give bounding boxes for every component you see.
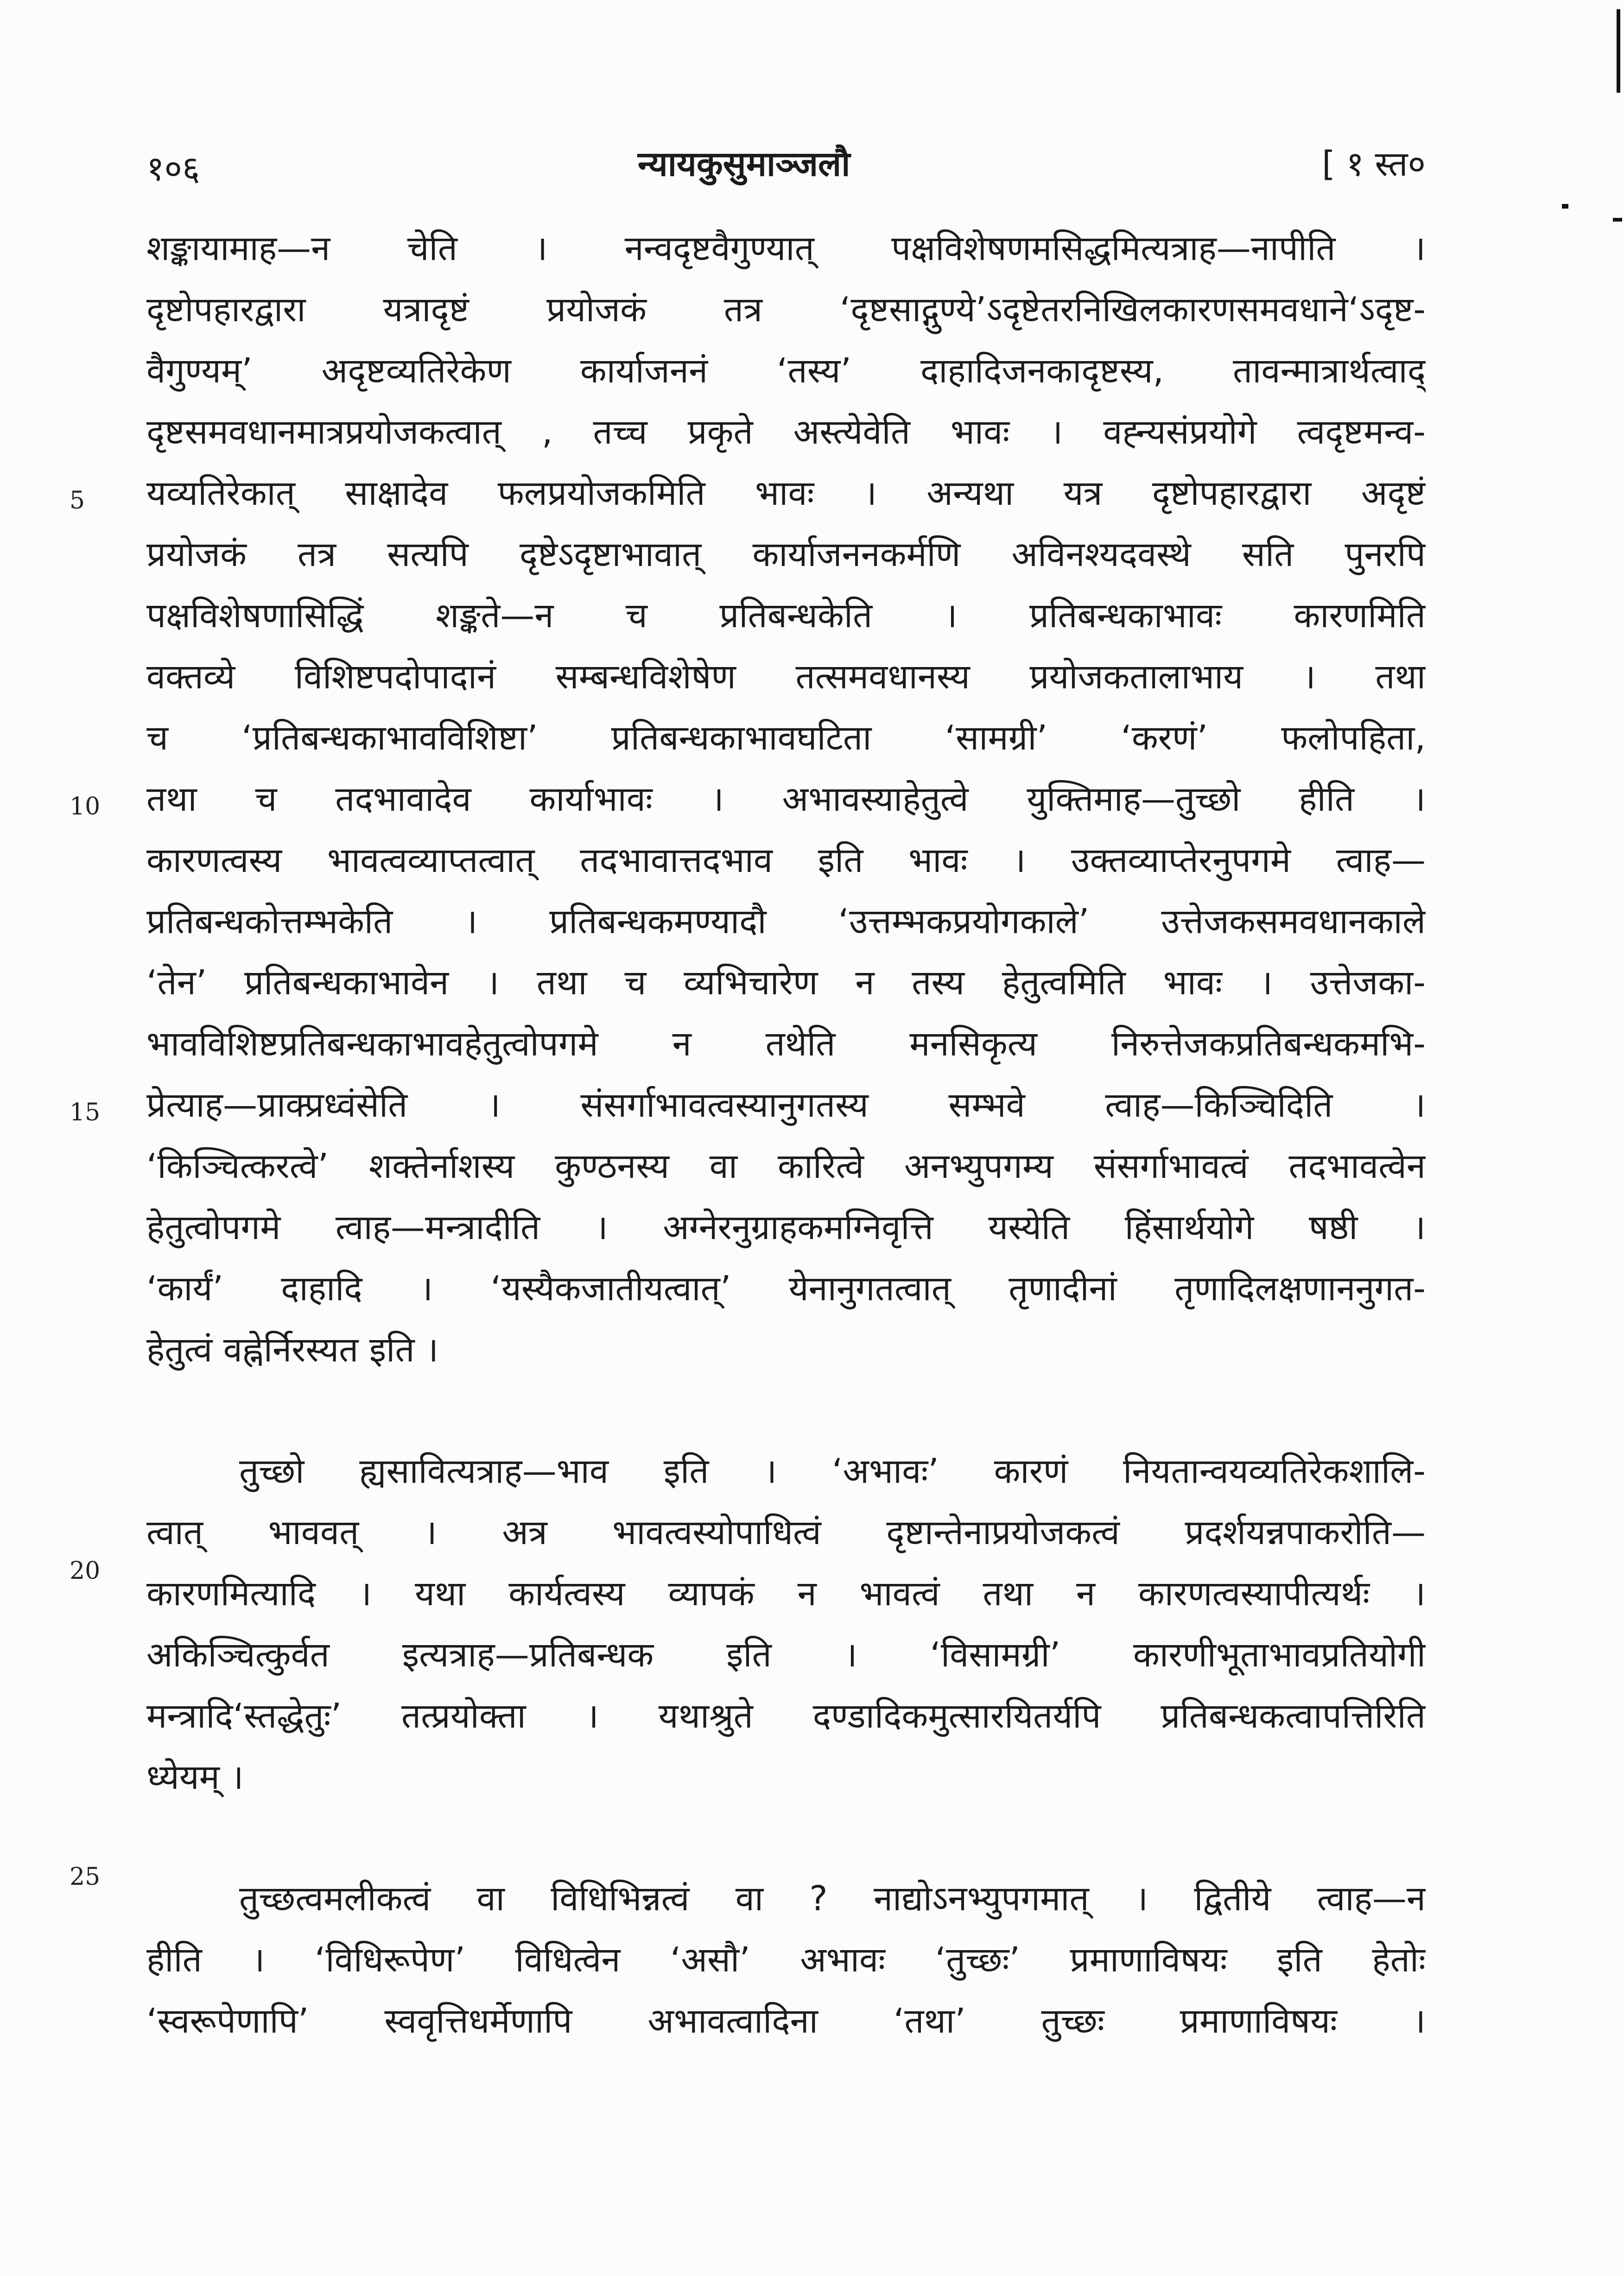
- text-line: त्वात् भाववत् । अत्र भावत्वस्योपाधित्वं दृष्टान्तेनाप्रयोजकत्वं प्रदर्शयन्नपाकरोति—: [146, 1513, 1426, 1552]
- line-number: 25: [70, 1863, 101, 1891]
- text-line: तथा च तदभावादेव कार्याभावः । अभावस्याहेतुत्वे युक्तिमाह—तुच्छो हीति ।: [146, 779, 1426, 819]
- text-line: हेतुत्वं वह्नेर्निरस्यत इति ।: [146, 1330, 439, 1370]
- line-number: 5: [70, 487, 85, 515]
- scan-mark: [1562, 204, 1568, 209]
- text-line: दृष्टोपहारद्वारा यत्रादृष्टं प्रयोजकं तत्र ‘दृष्टसाद्गुण्ये’ऽदृष्टेतरनिखिलकारणसमवधाने‘ऽदृष्ट-: [146, 290, 1426, 330]
- text-line: ‘स्वरूपेणापि’ स्ववृत्तिधर्मेणापि अभावत्वादिना ‘तथा’ तुच्छः प्रमाणाविषयः ।: [146, 2001, 1426, 2041]
- text-line: प्रतिबन्धकोत्तम्भकेति । प्रतिबन्धकमण्यादौ ‘उत्तम्भकप्रयोगकाले’ उत्तेजकसमवधानकाले: [146, 902, 1426, 941]
- text-line: ‘कार्यं’ दाहादि । ‘यस्यैकजातीयत्वात्’ येनानुगतत्वात् तृणादीनां तृणादिलक्षणाननुगत-: [146, 1269, 1426, 1309]
- text-line: पक्षविशेषणासिद्धिं शङ्कते—न च प्रतिबन्धकेति । प्रतिबन्धकाभावः कारणमिति: [146, 596, 1426, 636]
- paragraph: [146, 1441, 1426, 1808]
- text-line: ‘तेन’ प्रतिबन्धकाभावेन । तथा च व्यभिचारेण न तस्य हेतुत्वमिति भावः । उत्तेजका-: [146, 963, 1426, 1003]
- line-number: 15: [70, 1099, 101, 1126]
- page-number: १०६: [146, 149, 200, 189]
- text-line: वैगुण्यम्’ अदृष्टव्यतिरेकेण कार्याजननं ‘तस्य’ दाहादिजनकादृष्टस्य, तावन्मात्रार्थत्वाद्: [146, 351, 1426, 391]
- text-line: शङ्कायामाह—न चेति । नन्वदृष्टवैगुण्यात् पक्षविशेषणमसिद्धमित्यत्राह—नापीति ।: [146, 229, 1426, 268]
- text-line: तुच्छो ह्यसावित्यत्राह—भाव इति । ‘अभावः’ कारणं नियतान्वयव्यतिरेकशालि-: [239, 1451, 1426, 1491]
- text-line: यव्यतिरेकात् साक्षादेव फलप्रयोजकमिति भावः । अन्यथा यत्र दृष्टोपहारद्वारा अदृष्टं: [146, 473, 1426, 513]
- text-line: प्रेत्याह—प्राक्प्रध्वंसेति । संसर्गाभावत्वस्यानुगतस्य सम्भवे त्वाह—किञ्चिदिति ।: [146, 1085, 1426, 1125]
- text-line: ध्येयम् ।: [146, 1757, 244, 1797]
- text-line: भावविशिष्टप्रतिबन्धकाभावहेतुत्वोपगमे न तथेति मनसिकृत्य निरुत्तेजकप्रतिबन्धकमभि-: [146, 1024, 1426, 1064]
- text-line: अकिञ्चित्कुर्वत इत्यत्राह—प्रतिबन्धक इति । ‘विसामग्री’ कारणीभूताभावप्रतियोगी: [146, 1635, 1426, 1675]
- running-title: न्यायकुसुमाञ्जलौ: [638, 144, 850, 184]
- commentary-body: [146, 218, 1426, 2052]
- scan-mark: [1613, 218, 1622, 222]
- text-line: कारणमित्यादि । यथा कार्यत्वस्य व्यापकं न भावत्वं तथा न कारणत्वस्यापीत्यर्थः ।: [146, 1574, 1426, 1614]
- paragraph: [146, 218, 1426, 1380]
- text-line: च ‘प्रतिबन्धकाभावविशिष्टा’ प्रतिबन्धकाभावघटिता ‘सामग्री’ ‘करणं’ फलोपहिता,: [146, 718, 1426, 758]
- text-line: प्रयोजकं तत्र सत्यपि दृष्टेऽदृष्टाभावात् कार्याजननकर्मणि अविनश्यदवस्थे सति पुनरपि: [146, 534, 1426, 574]
- text-line: हीति । ‘विधिरूपेण’ विधित्वेन ‘असौ’ अभावः ‘तुच्छः’ प्रमाणाविषयः इति हेतोः: [146, 1940, 1426, 1980]
- text-line: ‘किञ्चित्करत्वे’ शक्तेर्नाशस्य कुण्ठनस्य वा कारित्वे अनभ्युपगम्य संसर्गाभावत्वं तदभावत्वेन: [146, 1146, 1426, 1186]
- page-header: [146, 134, 1426, 195]
- text-line: तुच्छत्वमलीकत्वं वा विधिभिन्नत्वं वा ? नाद्योऽनभ्युपगमात् । द्वितीये त्वाह—न: [239, 1879, 1426, 1919]
- text-line: कारणत्वस्य भावत्वव्याप्तत्वात् तदभावात्तदभाव इति भावः । उक्तव्याप्तेरनुपगमे त्वाह—: [146, 840, 1426, 880]
- line-number: 10: [70, 793, 101, 820]
- line-number: 20: [70, 1557, 101, 1585]
- section-marker: [ १ स्त०: [1322, 144, 1426, 184]
- paragraph: [146, 1868, 1426, 2052]
- text-line: हेतुत्वोपगमे त्वाह—मन्त्रादीति । अग्नेरनुग्राहकमग्निवृत्ति यस्येति हिंसार्थयोगे षष्ठी ।: [146, 1208, 1426, 1247]
- text-line: वक्तव्ये विशिष्टपदोपादानं सम्बन्धविशेषेण तत्समवधानस्य प्रयोजकतालाभाय । तथा: [146, 657, 1426, 697]
- scan-mark: [1617, 9, 1620, 93]
- text-line: मन्त्रादि‘स्तद्धेतुः’ तत्प्रयोक्ता । यथाश्रुते दण्डादिकमुत्सारयितर्यपि प्रतिबन्धकत्वापत्तिरिति: [146, 1696, 1426, 1736]
- text-line: दृष्टसमवधानमात्रप्रयोजकत्वात् , तच्च प्रकृते अस्त्येवेति भावः । वह्न्यसंप्रयोगे त्वदृष्टमन्व-: [146, 412, 1426, 452]
